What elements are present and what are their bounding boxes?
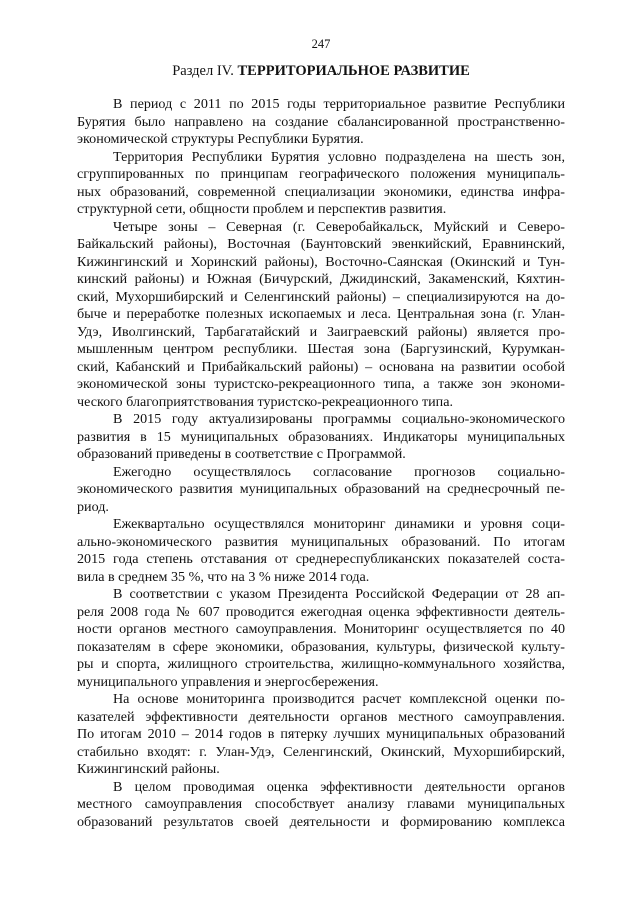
text-line: ский, Мухоршибирский и Селенгинский районы) – специализируются на до- bbox=[77, 288, 565, 305]
text-line: Ежеквартально осуществлялся мониторинг динамики и уровня соци- bbox=[113, 516, 565, 532]
section-prefix: Раздел IV. bbox=[172, 63, 238, 79]
text-line: В 2015 году актуализированы программы социально-экономического bbox=[113, 411, 565, 427]
body-text bbox=[77, 96, 565, 831]
text-line: Кижингинский и Хоринский районы), Восточно-Саянская (Окинский и Тун- bbox=[77, 253, 565, 270]
text-line: реля 2008 года № 607 проводится ежегодная оценка эффективности деятель- bbox=[77, 603, 565, 620]
text-line: ности органов местного самоуправления. Мониторинг осуществляется по 40 bbox=[77, 621, 565, 637]
text-line: Бурятия было направлено на создание сбалансированной пространственно- bbox=[77, 113, 565, 130]
document-page bbox=[77, 37, 565, 831]
text-line: развития в 15 муниципальных образованиях. Индикаторы муниципальных bbox=[77, 428, 565, 445]
text-line: сгруппированных по принципам географического положения муниципаль- bbox=[77, 166, 565, 182]
text-line: экономической зоны туристско-рекреационного типа, а также зон экономи- bbox=[77, 376, 565, 392]
text-line: В целом проводимая оценка эффективности деятельности органов bbox=[113, 778, 565, 795]
text-line: структурной сети, общности проблем и перспектив развития. bbox=[77, 201, 447, 217]
text-line: ных образований, современной специализации экономики, единства инфра- bbox=[77, 183, 565, 200]
text-line: кинский районы) и Южная (Бичурский, Джидинский, Закаменский, Кяхтин- bbox=[77, 271, 565, 287]
text-line: Байкальский районы), Восточная (Баунтовский эвенкийский, Еравнинский, bbox=[77, 236, 565, 252]
text-line: образований результатов своей деятельности и формированию комплекса bbox=[77, 813, 565, 830]
text-line: экономического развития муниципальных образований на среднесрочный пе- bbox=[77, 481, 565, 497]
paragraph bbox=[77, 464, 565, 517]
text-line: быче и переработке полезных ископаемых и леса. Центральная зона (г. Улан- bbox=[77, 306, 565, 322]
text-line: ский, Кабанский и Прибайкальский районы) – основана на развитии особой bbox=[77, 358, 565, 375]
text-line: В период с 2011 по 2015 годы территориальное развитие Республики bbox=[113, 96, 565, 112]
text-line: Кижингинский районы. bbox=[77, 761, 220, 777]
paragraph bbox=[77, 411, 565, 464]
text-line: Ежегодно осуществлялось согласование прогнозов социально- bbox=[113, 463, 565, 480]
paragraph bbox=[77, 149, 565, 219]
text-line: Удэ, Иволгинский, Тарбагатайский и Заиграевский районы) является про- bbox=[77, 323, 565, 340]
text-line: муниципального управления и энергосбережения. bbox=[77, 673, 379, 690]
section-title: ТЕРРИТОРИАЛЬНОЕ РАЗВИТИЕ bbox=[237, 63, 470, 79]
text-line: В соответствии с указом Президента Российской Федерации от 28 ап- bbox=[113, 586, 565, 602]
text-line: вила в среднем 35 %, что на 3 % ниже 2014 года. bbox=[77, 568, 370, 585]
paragraph bbox=[77, 586, 565, 691]
paragraph bbox=[77, 779, 565, 832]
paragraph bbox=[77, 691, 565, 779]
text-line: На основе мониторинга производится расчет комплексной оценки по- bbox=[113, 691, 565, 707]
text-line: ры и спорта, жилищного строительства, жилищно-коммунального хозяйства, bbox=[77, 656, 565, 672]
text-line: показателям в сфере экономики, образования, культуры, физической культу- bbox=[77, 638, 565, 655]
text-line: местного самоуправления способствует анализу главами муниципальных bbox=[77, 796, 565, 812]
text-line: По итогам 2010 – 2014 годов в пятерку лучших муниципальных образований bbox=[77, 726, 565, 742]
section-heading bbox=[77, 63, 565, 80]
text-line: мышленным центром республики. Шестая зона (Баргузинский, Курумкан- bbox=[77, 341, 565, 357]
page-number: 247 bbox=[311, 37, 331, 51]
text-line: Территория Республики Бурятия условно подразделена на шесть зон, bbox=[113, 148, 565, 165]
text-line: ческого благоприятствования туристско-рекреационного типа. bbox=[77, 393, 453, 410]
text-line: ально-экономического развития муниципальных образований. По итогам bbox=[77, 533, 565, 550]
text-line: экономической структуры Республики Бурятия. bbox=[77, 131, 364, 147]
text-line: Четыре зоны – Северная (г. Северобайкальск, Муйский и Северо- bbox=[113, 218, 565, 235]
text-line: 2015 года степень отставания от среднереспубликанских показателей соста- bbox=[77, 551, 565, 567]
text-line: риод. bbox=[77, 498, 109, 515]
paragraph bbox=[77, 96, 565, 149]
text-line: образований приведены в соответствие с Программой. bbox=[77, 446, 406, 462]
paragraph bbox=[77, 219, 565, 412]
paragraph bbox=[77, 516, 565, 586]
text-line: казателей эффективности деятельности органов местного самоуправления. bbox=[77, 708, 565, 725]
text-line: стабильно входят: г. Улан-Удэ, Селенгинский, Окинский, Мухоршибирский, bbox=[77, 743, 565, 760]
